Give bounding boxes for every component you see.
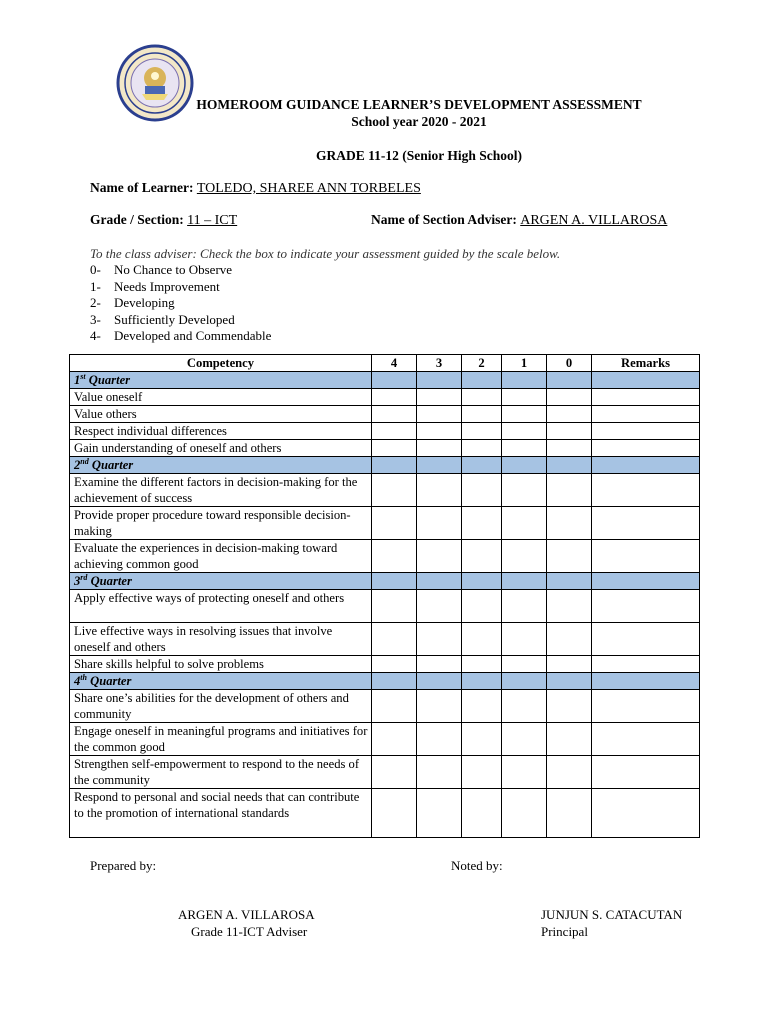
- quarter-word: Quarter: [88, 458, 134, 472]
- table-row: [70, 690, 700, 723]
- quarter-row-blank-cell: [372, 372, 417, 389]
- prepared-by-name: ARGEN A. VILLAROSA: [178, 907, 315, 922]
- competency-cell: Share skills helpful to solve problems: [70, 656, 372, 673]
- quarter-row-blank-cell: [592, 457, 700, 474]
- competency-cell: Live effective ways in resolving issues that involve oneself and others: [70, 623, 372, 656]
- quarter-row-blank-cell: [502, 372, 547, 389]
- remarks-cell[interactable]: [592, 590, 700, 623]
- column-header: Remarks: [592, 355, 700, 372]
- table-row: [70, 440, 700, 457]
- rating-checkbox-cell-0[interactable]: [547, 723, 592, 756]
- quarter-row-blank-cell: [462, 457, 502, 474]
- rating-checkbox-cell-4[interactable]: [372, 406, 417, 423]
- rating-checkbox-cell-3[interactable]: [417, 389, 462, 406]
- quarter-row-blank-cell: [417, 372, 462, 389]
- rating-checkbox-cell-1[interactable]: [502, 656, 547, 673]
- rating-checkbox-cell-0[interactable]: [547, 423, 592, 440]
- table-row: [70, 389, 700, 406]
- column-header: Competency: [70, 355, 372, 372]
- remarks-cell[interactable]: [592, 440, 700, 457]
- scale-item-text: Needs Improvement: [114, 278, 220, 294]
- quarter-row-blank-cell: [547, 372, 592, 389]
- quarter-ordinal-suffix: rd: [80, 572, 88, 582]
- scale-item-number: 2-: [90, 295, 101, 311]
- quarter-header-row: [70, 673, 700, 690]
- rating-checkbox-cell-0[interactable]: [547, 623, 592, 656]
- quarter-number: 4: [74, 674, 81, 688]
- column-header: 3: [417, 355, 462, 372]
- instructions: To the class adviser: Check the box to indicate your assessment guided by the scale below.: [90, 246, 561, 261]
- table-header-row: [70, 355, 700, 372]
- quarter-row-blank-cell: [372, 573, 417, 590]
- column-header: 2: [462, 355, 502, 372]
- rating-checkbox-cell-4[interactable]: [372, 540, 417, 573]
- remarks-cell[interactable]: [592, 474, 700, 507]
- competency-cell: Strengthen self-empowerment to respond to the needs of the community: [70, 756, 372, 789]
- rating-checkbox-cell-2[interactable]: [462, 507, 502, 540]
- scale-item-text: Developing: [114, 295, 175, 311]
- school-year: School year 2020 - 2021: [351, 114, 487, 129]
- quarter-ordinal-suffix: nd: [80, 456, 89, 466]
- quarter-label: [70, 573, 372, 590]
- quarter-label: [70, 673, 372, 690]
- remarks-cell[interactable]: [592, 406, 700, 423]
- scale-item-number: 4-: [90, 328, 101, 344]
- rating-checkbox-cell-0[interactable]: [547, 389, 592, 406]
- remarks-cell[interactable]: [592, 756, 700, 789]
- rating-checkbox-cell-1[interactable]: [502, 756, 547, 789]
- rating-checkbox-cell-0[interactable]: [547, 590, 592, 623]
- quarter-row-blank-cell: [372, 673, 417, 690]
- grade-section-value: 11 – ICT: [187, 213, 238, 228]
- rating-checkbox-cell-1[interactable]: [502, 623, 547, 656]
- rating-checkbox-cell-1[interactable]: [502, 507, 547, 540]
- remarks-cell[interactable]: [592, 623, 700, 656]
- competency-cell: Respect individual differences: [70, 423, 372, 440]
- rating-checkbox-cell-2[interactable]: [462, 623, 502, 656]
- table-row: [70, 406, 700, 423]
- quarter-number: 3: [74, 574, 81, 588]
- table-row: [70, 723, 700, 756]
- quarter-number: 2: [74, 458, 81, 472]
- rating-checkbox-cell-1[interactable]: [502, 540, 547, 573]
- rating-checkbox-cell-0[interactable]: [547, 690, 592, 723]
- competency-cell: Examine the different factors in decision-making for the achievement of success: [70, 474, 372, 507]
- competency-cell: Engage oneself in meaningful programs and initiatives for the common good: [70, 723, 372, 756]
- scale-item: [90, 295, 271, 312]
- rating-checkbox-cell-1[interactable]: [502, 389, 547, 406]
- scale-item: [90, 312, 271, 329]
- table-row: [70, 656, 700, 673]
- rating-checkbox-cell-2[interactable]: [462, 690, 502, 723]
- quarter-row-blank-cell: [417, 673, 462, 690]
- rating-checkbox-cell-2[interactable]: [462, 656, 502, 673]
- competency-cell: Value oneself: [70, 389, 372, 406]
- table-row: [70, 623, 700, 656]
- rating-checkbox-cell-3[interactable]: [417, 623, 462, 656]
- quarter-label: [70, 372, 372, 389]
- rating-checkbox-cell-4[interactable]: [372, 440, 417, 457]
- rating-checkbox-cell-1[interactable]: [502, 690, 547, 723]
- grade-section-row: [90, 212, 237, 229]
- adviser-row: [371, 212, 667, 229]
- rating-checkbox-cell-4[interactable]: [372, 389, 417, 406]
- document-title: HOMEROOM GUIDANCE LEARNER’S DEVELOPMENT ASSESSMENT: [196, 97, 642, 112]
- quarter-row-blank-cell: [417, 573, 462, 590]
- rating-checkbox-cell-0[interactable]: [547, 656, 592, 673]
- table-body: [70, 372, 700, 838]
- quarter-row-blank-cell: [417, 457, 462, 474]
- remarks-cell[interactable]: [592, 656, 700, 673]
- remarks-cell[interactable]: [592, 789, 700, 838]
- quarter-word: Quarter: [85, 373, 131, 387]
- rating-checkbox-cell-4[interactable]: [372, 756, 417, 789]
- rating-checkbox-cell-1[interactable]: [502, 723, 547, 756]
- competency-cell: Value others: [70, 406, 372, 423]
- competency-cell: Provide proper procedure toward responsible decision-making: [70, 507, 372, 540]
- rating-checkbox-cell-1[interactable]: [502, 789, 547, 838]
- rating-checkbox-cell-3[interactable]: [417, 756, 462, 789]
- quarter-row-blank-cell: [547, 573, 592, 590]
- quarter-row-blank-cell: [462, 573, 502, 590]
- rating-checkbox-cell-3[interactable]: [417, 723, 462, 756]
- assessment-table: [69, 354, 700, 838]
- competency-cell: Apply effective ways of protecting oneself and others: [70, 590, 372, 623]
- rating-checkbox-cell-2[interactable]: [462, 789, 502, 838]
- column-header: 0: [547, 355, 592, 372]
- noted-by-label: Noted by:: [451, 858, 503, 873]
- remarks-cell[interactable]: [592, 690, 700, 723]
- rating-checkbox-cell-4[interactable]: [372, 423, 417, 440]
- quarter-header-row: [70, 372, 700, 389]
- quarter-number: 1: [74, 373, 81, 387]
- scale-item-text: Sufficiently Developed: [114, 311, 235, 327]
- competency-cell: Respond to personal and social needs that can contribute to the promotion of international standards: [70, 789, 372, 838]
- quarter-row-blank-cell: [592, 372, 700, 389]
- rating-checkbox-cell-4[interactable]: [372, 656, 417, 673]
- scale-item-number: 0-: [90, 262, 101, 277]
- table-row: [70, 474, 700, 507]
- rating-checkbox-cell-4[interactable]: [372, 723, 417, 756]
- rating-checkbox-cell-2[interactable]: [462, 540, 502, 573]
- rating-checkbox-cell-2[interactable]: [462, 440, 502, 457]
- quarter-row-blank-cell: [592, 673, 700, 690]
- quarter-header-row: [70, 457, 700, 474]
- assessment-scale-list: [90, 262, 271, 345]
- adviser-value: ARGEN A. VILLAROSA: [520, 213, 668, 228]
- quarter-row-blank-cell: [372, 457, 417, 474]
- column-header: 1: [502, 355, 547, 372]
- rating-checkbox-cell-4[interactable]: [372, 789, 417, 838]
- scale-item: [90, 262, 271, 279]
- competency-cell: Evaluate the experiences in decision-making toward achieving common good: [70, 540, 372, 573]
- rating-checkbox-cell-0[interactable]: [547, 474, 592, 507]
- quarter-word: Quarter: [86, 674, 132, 688]
- quarter-ordinal-suffix: th: [80, 672, 87, 682]
- rating-checkbox-cell-3[interactable]: [417, 423, 462, 440]
- rating-checkbox-cell-0[interactable]: [547, 756, 592, 789]
- rating-checkbox-cell-3[interactable]: [417, 406, 462, 423]
- remarks-cell[interactable]: [592, 540, 700, 573]
- remarks-cell[interactable]: [592, 389, 700, 406]
- rating-checkbox-cell-0[interactable]: [547, 540, 592, 573]
- rating-checkbox-cell-4[interactable]: [372, 474, 417, 507]
- rating-checkbox-cell-3[interactable]: [417, 590, 462, 623]
- prepared-by-title: Grade 11-ICT Adviser: [191, 924, 308, 939]
- quarter-row-blank-cell: [547, 457, 592, 474]
- table-row: [70, 540, 700, 573]
- rating-checkbox-cell-3[interactable]: [417, 540, 462, 573]
- quarter-row-blank-cell: [462, 673, 502, 690]
- rating-checkbox-cell-4[interactable]: [372, 590, 417, 623]
- rating-checkbox-cell-3[interactable]: [417, 440, 462, 457]
- scale-item: [90, 279, 271, 296]
- grade-level: GRADE 11-12 (Senior High School): [315, 148, 523, 163]
- rating-checkbox-cell-2[interactable]: [462, 723, 502, 756]
- competency-cell: Share one’s abilities for the development of others and community: [70, 690, 372, 723]
- rating-checkbox-cell-1[interactable]: [502, 474, 547, 507]
- rating-checkbox-cell-3[interactable]: [417, 656, 462, 673]
- rating-checkbox-cell-3[interactable]: [417, 789, 462, 838]
- quarter-header-row: [70, 573, 700, 590]
- quarter-row-blank-cell: [592, 573, 700, 590]
- table-row: [70, 789, 700, 838]
- scale-item-number: 3-: [90, 311, 101, 327]
- rating-checkbox-cell-2[interactable]: [462, 590, 502, 623]
- learner-name-value: TOLEDO, SHAREE ANN TORBELES: [196, 181, 421, 196]
- rating-checkbox-cell-1[interactable]: [502, 406, 547, 423]
- rating-checkbox-cell-1[interactable]: [502, 440, 547, 457]
- rating-checkbox-cell-2[interactable]: [462, 423, 502, 440]
- quarter-row-blank-cell: [547, 673, 592, 690]
- learner-name-row: [90, 180, 421, 197]
- remarks-cell[interactable]: [592, 723, 700, 756]
- rating-checkbox-cell-1[interactable]: [502, 423, 547, 440]
- competency-cell: Gain understanding of oneself and others: [70, 440, 372, 457]
- quarter-ordinal-suffix: st: [80, 371, 86, 381]
- noted-by-name: JUNJUN S. CATACUTAN: [541, 907, 683, 922]
- quarter-word: Quarter: [87, 574, 132, 588]
- scale-item: [90, 328, 271, 345]
- column-header: 4: [372, 355, 417, 372]
- rating-checkbox-cell-0[interactable]: [547, 507, 592, 540]
- remarks-cell[interactable]: [592, 507, 700, 540]
- quarter-row-blank-cell: [462, 372, 502, 389]
- rating-checkbox-cell-2[interactable]: [462, 389, 502, 406]
- table-row: [70, 590, 700, 623]
- quarter-label: [70, 457, 372, 474]
- rating-checkbox-cell-3[interactable]: [417, 690, 462, 723]
- rating-checkbox-cell-3[interactable]: [417, 474, 462, 507]
- learner-name-label: Name of Learner:: [90, 180, 194, 195]
- rating-checkbox-cell-0[interactable]: [547, 406, 592, 423]
- rating-checkbox-cell-1[interactable]: [502, 590, 547, 623]
- grade-section-label: Grade / Section:: [90, 212, 184, 227]
- table-row: [70, 756, 700, 789]
- rating-checkbox-cell-2[interactable]: [462, 406, 502, 423]
- rating-checkbox-cell-2[interactable]: [462, 474, 502, 507]
- scale-item-text: No Chance to Observe: [114, 262, 233, 277]
- rating-checkbox-cell-4[interactable]: [372, 507, 417, 540]
- rating-checkbox-cell-0[interactable]: [547, 440, 592, 457]
- prepared-by-label: Prepared by:: [90, 858, 157, 873]
- scale-item-number: 1-: [90, 278, 101, 294]
- rating-checkbox-cell-0[interactable]: [547, 789, 592, 838]
- rating-checkbox-cell-4[interactable]: [372, 690, 417, 723]
- table-row: [70, 423, 700, 440]
- rating-checkbox-cell-3[interactable]: [417, 507, 462, 540]
- rating-checkbox-cell-2[interactable]: [462, 756, 502, 789]
- quarter-row-blank-cell: [502, 573, 547, 590]
- adviser-label: Name of Section Adviser:: [371, 212, 517, 227]
- table-row: [70, 507, 700, 540]
- scale-item-text: Developed and Commendable: [114, 328, 272, 344]
- quarter-row-blank-cell: [502, 457, 547, 474]
- remarks-cell[interactable]: [592, 423, 700, 440]
- rating-checkbox-cell-4[interactable]: [372, 623, 417, 656]
- quarter-row-blank-cell: [502, 673, 547, 690]
- noted-by-title: Principal: [541, 924, 588, 939]
